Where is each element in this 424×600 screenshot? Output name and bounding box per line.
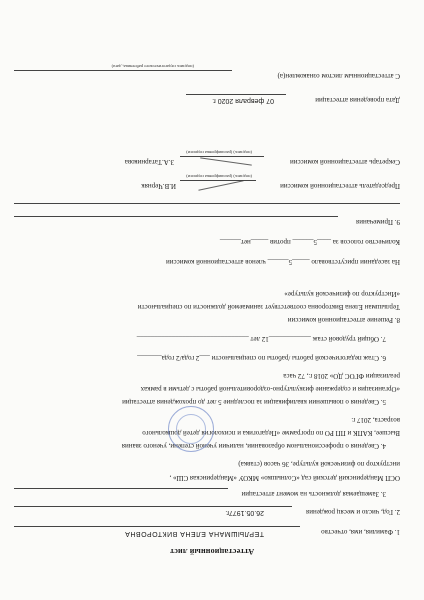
item3-line1: ОСП Мандеринский детский сад «Солнышко» МКОУ «Мандеринская СШ» , <box>169 474 400 482</box>
secretary-name: З.А.Татарникова <box>124 158 174 166</box>
item3-label: 3. Замещаемая должность на момент аттестации <box>241 490 386 498</box>
item4-line2: Высшее, КАПК и ПП РО по программе «Педагогика и психология детей дошкольного <box>142 429 400 437</box>
item5-line2: «Организация и содержание физкультурно-оздоровительной работы с детьми в рамках <box>140 385 400 393</box>
meeting-line: На заседании присутствовало _____5______ членов аттестационной комиссии <box>166 258 400 266</box>
chair-label: Председатель аттестационной комиссии <box>280 182 400 190</box>
secretary-sign-caption: (подпись) (расшифровка подписи) <box>186 150 252 155</box>
item7-line: 7. Общий трудовой стаж ____________12 лет ________________________________ <box>136 335 386 343</box>
votes-line: Количество голосов за ____5______ против _____нет______ <box>219 238 400 246</box>
item5-line1: 5. Сведения о повышении квалификации за последние 5 лет до прохождения аттестации <box>122 398 386 406</box>
secretary-signature <box>200 157 252 165</box>
item9-line <box>14 216 338 217</box>
item1-value: ТЕРЛЫШМАНА ЕЛЕНА ВИКТОРОВНА <box>124 530 264 537</box>
secretary-sign-line <box>180 156 264 157</box>
ack-label: С аттестационным листом ознакомлен(а) <box>277 72 400 80</box>
item4-line1: 4. Сведения о профессиональном образовании, наличии ученой степени, ученого звания <box>121 442 386 450</box>
item8-line1: 8. Решение аттестационной комиссии <box>287 316 400 324</box>
ack-line <box>14 70 232 71</box>
item8-line3: «Инструктор по физической культуре» <box>284 290 400 298</box>
item3-line <box>14 488 228 489</box>
document-title: Аттестационный лист <box>169 547 255 556</box>
chair-name: И.В.Черняк <box>141 182 176 190</box>
item3-line2: инструктор по физической культуре, 36 часов (ставка) <box>238 460 400 468</box>
chair-sign-line <box>180 180 256 181</box>
item2-line <box>14 506 292 507</box>
item5-line3: реализации ФГОС ДО» 2018 г., 72 часа <box>283 372 400 380</box>
item2-label: 2. Год, число и месяц рождения <box>306 508 400 516</box>
item9-label: 9. Примечания <box>355 218 400 226</box>
item1-label: 1. Фамилия, имя, отчество <box>321 528 400 536</box>
item9-line2 <box>14 203 400 204</box>
secretary-label: Секретарь аттестационной комиссии <box>289 158 400 166</box>
item2-value: 26.05.1977г. <box>225 509 264 516</box>
chair-sign-caption: (подпись) (расшифровка подписи) <box>186 174 252 179</box>
date-value: 07 февраля 2020 г. <box>212 97 274 104</box>
item1-line <box>14 526 300 527</box>
date-line <box>186 94 286 95</box>
ack-caption: (подпись педагогического работника, дата) <box>111 64 194 69</box>
item4-line3: возраста, 2017 г. <box>351 416 400 424</box>
organization-stamp <box>168 406 214 452</box>
item8-line2: Терлышман Елена Викторовна соответствует занимаемой должности по специальности <box>137 303 400 311</box>
date-label: Дата проведения аттестации <box>315 96 400 104</box>
item6-line: 6. Стаж педагогической работы /работы по специальности ___2 года/2 года_______ <box>137 354 386 362</box>
chair-signature <box>198 180 243 191</box>
